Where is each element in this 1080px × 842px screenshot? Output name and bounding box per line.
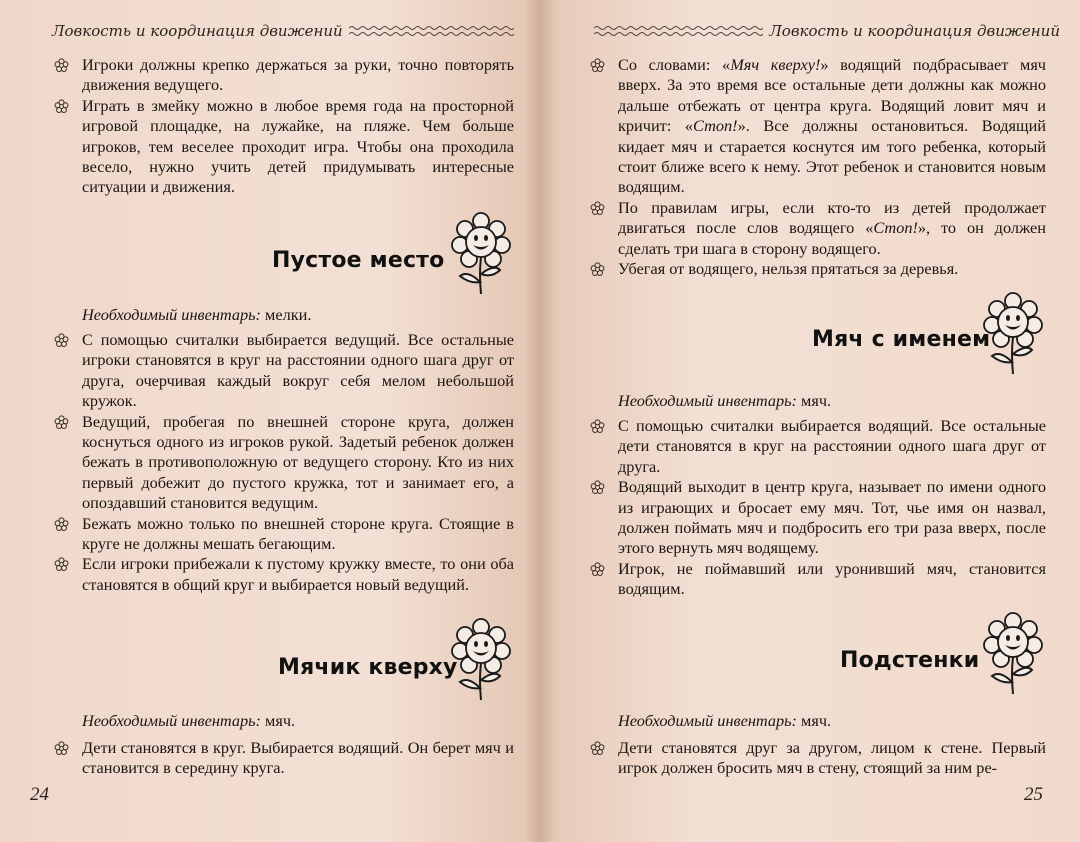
game-title-ball-up: Мячик кверху xyxy=(278,655,458,680)
running-head xyxy=(588,20,1060,42)
list-item: С помощью считалки выбирается водящий. Все остальные дети становятся в круг на расстоянии одного шага друг от друга. xyxy=(588,416,1046,477)
smiling-flower-icon xyxy=(982,612,1044,696)
running-head-text: Ловкость и координация движений xyxy=(52,22,343,40)
game-title-podstenki: Подстенки xyxy=(840,648,980,673)
flower-bullet-icon xyxy=(54,557,69,572)
list-item: Бежать можно только по внешней стороне круга. Стоящие в круге не должны мешать бегающим. xyxy=(52,514,514,555)
list-item: Убегая от водящего, нельзя прятаться за деревья. xyxy=(588,259,1046,279)
game1-rules xyxy=(52,330,514,595)
list-item: Со словами: «Мяч кверху!» водящий подбрасывает мяч вверх. За это время все остальные дети должны как можно дальше отбежать от центра круга. Водящий ловит мяч и кричит: «Стоп!». Все должны остановиться. Водящий кидает мяч и старается коснутся им того ребенка, который стоит ближе всего к нему. Этот ребенок и становится новым водящим. xyxy=(588,55,1046,198)
smiling-flower-icon xyxy=(982,292,1044,376)
flower-bullet-icon xyxy=(54,99,69,114)
game4-rules xyxy=(588,738,1046,779)
game2-rules xyxy=(52,738,514,779)
flower-bullet-icon xyxy=(54,415,69,430)
flower-bullet-icon xyxy=(590,741,605,756)
continued-rules xyxy=(588,55,1046,279)
equipment-line: Необходимый инвентарь: мяч. xyxy=(618,391,832,410)
list-item: Дети становятся друг за другом, лицом к стене. Первый игрок должен бросить мяч в стену, стоящий за ним ре- xyxy=(588,738,1046,779)
wavy-line-ornament xyxy=(349,24,514,38)
flower-bullet-icon xyxy=(54,58,69,73)
smiling-flower-icon xyxy=(450,212,512,296)
right-page xyxy=(540,0,1080,842)
flower-bullet-icon xyxy=(54,741,69,756)
list-item: Игрок, не поймавший или уронивший мяч, становится водящим. xyxy=(588,559,1046,600)
page-number: 25 xyxy=(1024,784,1043,805)
list-item: Водящий выходит в центр круга, называет по имени одного из играющих и бросает ему мяч. Тот, чье имя он назвал, должен поймать мяч и подбросить его три раза вверх, после этого вернуть мяч водящему. xyxy=(588,477,1046,559)
page-number: 24 xyxy=(30,784,49,805)
flower-bullet-icon xyxy=(590,201,605,216)
list-item: По правилам игры, если кто-то из детей продолжает двигаться после слов водящего «Стоп!», то он должен сделать три шага в сторону водящего. xyxy=(588,198,1046,259)
game3-rules xyxy=(588,416,1046,600)
running-head xyxy=(52,20,520,42)
running-head-text: Ловкость и координация движений xyxy=(769,22,1060,40)
equipment-line: Необходимый инвентарь: мяч. xyxy=(618,711,832,730)
list-item: Ведущий, пробегая по внешней стороне круга, должен коснуться одного из игроков рукой. Задетый ребенок должен бежать в противоположную от ведущего сторону. Кто из них первый добежит до пустого кружка, тот и занимает его, а опоздавший становится ведущим. xyxy=(52,412,514,514)
flower-bullet-icon xyxy=(590,562,605,577)
flower-bullet-icon xyxy=(590,419,605,434)
list-item: С помощью считалки выбирается ведущий. Все остальные игроки становятся в круг на расстоянии одного шага друг от друга, очерчивая каждый вокруг себя мелом небольшой кружок. xyxy=(52,330,514,412)
equipment-line: Необходимый инвентарь: мелки. xyxy=(82,305,312,324)
flower-bullet-icon xyxy=(54,517,69,532)
equipment-line: Необходимый инвентарь: мяч. xyxy=(82,711,296,730)
flower-bullet-icon xyxy=(590,58,605,73)
flower-bullet-icon xyxy=(54,333,69,348)
flower-bullet-icon xyxy=(590,262,605,277)
list-item: Игроки должны крепко держаться за руки, точно повторять движения ведущего. xyxy=(52,55,514,96)
list-item: Дети становятся в круг. Выбирается водящий. Он берет мяч и становится в середину круга. xyxy=(52,738,514,779)
game-title-ball-with-name: Мяч с именем xyxy=(812,327,991,352)
list-item: Играть в змейку можно в любое время года на просторной игровой площадке, на лужайке, на пляже. Чем больше игроков, тем веселее проходит игра. Чтобы она проходила весело, нужно учить детей придумывать интересные ситуации и движения. xyxy=(52,96,514,198)
game-title-empty-place: Пустое место xyxy=(272,248,445,273)
list-item: Если игроки прибежали к пустому кружку вместе, то они оба становятся в общий круг и выбирается новый ведущий. xyxy=(52,554,514,595)
wavy-line-ornament xyxy=(594,24,763,38)
flower-bullet-icon xyxy=(590,480,605,495)
intro-list xyxy=(52,55,514,198)
smiling-flower-icon xyxy=(450,618,512,702)
